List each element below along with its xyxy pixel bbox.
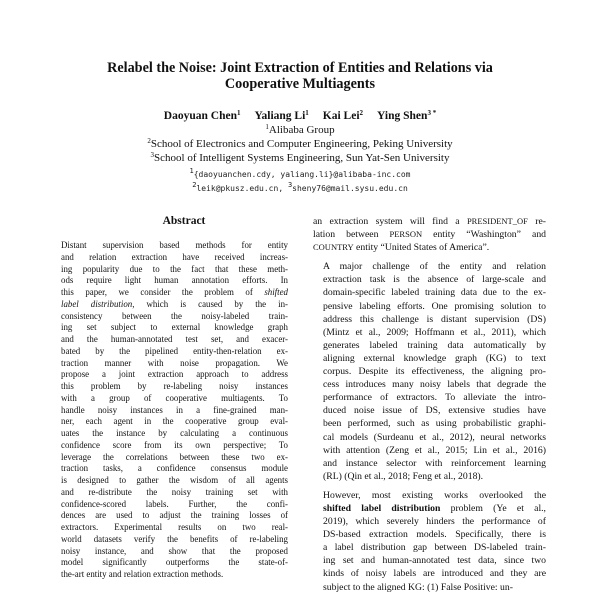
text-line: ing set and human-annotated test data, since two bbox=[323, 555, 546, 567]
text-line: generates labeled training data automatically by bbox=[323, 339, 546, 351]
text-line: lation between PERSON entity “Washington” and bbox=[313, 229, 547, 241]
text-line: confidence score from its own perspective; To bbox=[61, 439, 288, 450]
abstract-body bbox=[61, 240, 288, 581]
text-line: extraction task is the absence of large-scale and bbox=[323, 274, 546, 286]
text-line: bated by the pipelined entity-then-relation ex- bbox=[61, 345, 288, 356]
author: Kai Lei$^2$ bbox=[322, 109, 364, 122]
text-line: consistency between the noisy-labeled train- bbox=[61, 310, 288, 321]
text-line: duced noise issue of DS, extensive studies have bbox=[323, 405, 546, 417]
text-line: ods require light human annotation efforts. In bbox=[61, 275, 288, 286]
text-line: shifted label distribution problem (Ye et al., bbox=[323, 502, 546, 514]
abstract-heading: Abstract bbox=[162, 215, 206, 227]
text-line: is designed to gather the wisdom of all agents bbox=[61, 475, 288, 485]
text-line: subject to the aligned KG: (1) False Positive: un- bbox=[323, 581, 513, 593]
text-line: DS-based extraction models. Specifically, there is bbox=[323, 529, 546, 541]
author: Ying Shen$^{3 *}$ bbox=[377, 109, 437, 122]
text-line: aligning external knowledge graph (KG) to text bbox=[323, 352, 546, 364]
text-line: been performed, such as using probabilistic graphi- bbox=[323, 418, 546, 430]
text-line: model significantly outperforms the state-of- bbox=[61, 557, 288, 568]
text-line: and re-distribute the noisy training set with bbox=[61, 486, 288, 497]
text-line: kinds of noisy labels are introduced and they are bbox=[323, 568, 546, 580]
affiliation: $^2$School of Electronics and Computer Engineering, Peking University bbox=[147, 137, 453, 150]
text-line: an extraction system will find a PRESIDENT_OF re- bbox=[313, 216, 546, 227]
affiliation: $^3$School of Intelligent Systems Engineering, Sun Yat-Sen University bbox=[150, 151, 450, 164]
text-line: (RL) (Qin et al., 2018; Feng et al., 2018). bbox=[323, 470, 484, 482]
text-line: with a group of cooperative multiagents. To bbox=[61, 392, 288, 403]
text-line: propose a joint extraction approach to address bbox=[61, 369, 288, 380]
text-line: pensive labeling efforts. One promising solution to bbox=[323, 300, 546, 312]
text-line: cess introduces many noisy labels that degrade the bbox=[323, 379, 546, 391]
text-line: Distant supervision based methods for entity bbox=[61, 240, 288, 250]
email-line: $^2$leik@pkusz.edu.cn, $^3$sheny76@mail.sysu.edu.cn bbox=[192, 181, 408, 193]
text-line: 2019), which severely hinders the performance of bbox=[323, 516, 546, 528]
text-line: A major challenge of the entity and relation bbox=[323, 261, 546, 273]
text-line: However, most existing works overlooked the bbox=[323, 489, 546, 501]
text-line: confidence-scored labels. Further, the confi- bbox=[61, 498, 288, 509]
text-line: leverage the correlations between these two ex- bbox=[61, 451, 288, 462]
title-line-2: Cooperative Multiagents bbox=[224, 76, 376, 92]
text-line: the-art entity and relation extraction methods. bbox=[61, 569, 224, 579]
text-line: performance of extractors. To alleviate the intro- bbox=[323, 392, 546, 404]
text-line: cal models (Surdeanu et al., 2012), neural networks bbox=[323, 431, 546, 443]
text-line: corpus. Despite its effectiveness, the aligning pro- bbox=[323, 366, 546, 378]
text-line: a label distribution gap between DS-labeled train- bbox=[323, 542, 546, 554]
text-line: ing popularity due to the fact that these meth- bbox=[61, 263, 288, 274]
text-line: extractors. Experimental results on two real- bbox=[61, 522, 288, 532]
text-line: ing set subject to external knowledge graph bbox=[61, 322, 288, 333]
text-line: and instance selector with reinforcement learning bbox=[323, 457, 546, 469]
text-line: world datasets verify the benefits of re-labeling bbox=[61, 533, 288, 544]
body-paragraph bbox=[313, 489, 546, 594]
text-line: (Mintz et al., 2009; Hoffmann et al., 2011), which bbox=[323, 326, 546, 338]
text-line: with attention (Zeng et al., 2015; Lin et al., 2016) bbox=[323, 444, 546, 456]
body-paragraph bbox=[313, 260, 546, 483]
text-line: and relation extraction have received increas- bbox=[61, 251, 288, 262]
intro-paragraph bbox=[313, 215, 546, 254]
text-line: label distribution, which is caused by the in- bbox=[61, 298, 288, 309]
text-line: and the human-annotated test set, and exacer- bbox=[61, 334, 288, 344]
affiliation: $^1$Alibaba Group bbox=[265, 123, 335, 136]
text-line: COUNTRY entity “United States of America”. bbox=[313, 242, 490, 254]
paper-title bbox=[40, 60, 560, 92]
text-line: address this challenge is distant supervision (DS) bbox=[323, 313, 546, 325]
email-line: $^1${daoyuanchen.cdy, yaliang.li}@alibaba-inc.com bbox=[189, 167, 411, 179]
author: Daoyuan Chen$^1$ bbox=[163, 109, 241, 122]
text-line: dences are used to adjust the training losses of bbox=[61, 510, 288, 521]
text-line: noisy instance, and show that the proposed bbox=[61, 545, 288, 556]
text-line: traction manner with noise propagation. We bbox=[61, 357, 288, 368]
text-line: this problem by re-labeling noisy instances bbox=[61, 381, 288, 391]
text-line: traction tasks, a confidence consensus module bbox=[61, 463, 288, 474]
text-line: this paper, we consider the problem of shifted bbox=[61, 287, 288, 297]
text-line: uates the instance by calculating a continuous bbox=[61, 428, 288, 438]
text-line: handle noisy instances in a fine-grained man- bbox=[61, 404, 288, 415]
right-column bbox=[313, 215, 546, 600]
text-line: domain-specific labeled training data due to the ex- bbox=[323, 287, 546, 299]
title-line-1: Relabel the Noise: Joint Extraction of Entities and Relations via bbox=[107, 60, 493, 76]
text-line: ner, each agent in the cooperative group eval- bbox=[61, 416, 288, 427]
author: Yaliang Li$^1$ bbox=[254, 109, 309, 122]
